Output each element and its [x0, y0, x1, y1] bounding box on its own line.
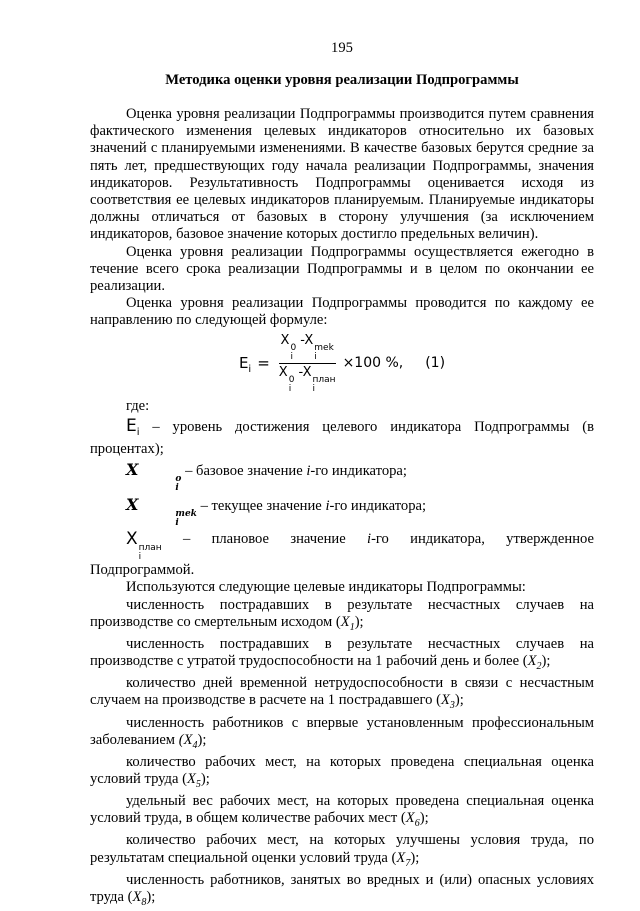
- definition-xt: X mek i – текущее значение i-го индикатора;: [126, 495, 427, 529]
- formula-numerator: X 0 i -X mek i: [280, 333, 334, 363]
- paragraph: Оценка уровня реализации Подпрограммы осуществляется ежегодно в течение всего срока реализации Подпрограммы и в целом по окончании ее реализации.: [90, 243, 594, 295]
- formula-lhs: $E_i$: [238, 354, 252, 376]
- formula-1: [90, 334, 594, 394]
- formula-denominator: X 0 i -X план i: [278, 365, 336, 395]
- where-label: где:: [126, 397, 150, 414]
- indicator-item: численность пострадавших в результате несчастных случаев на производстве с утратой трудоспособности на 1 рабочий день и более $(X_2)$;: [90, 635, 594, 672]
- indicator-item: численность работников, занятых во вредных и (или) опасных условиях труда $(X_8)$;: [90, 871, 594, 908]
- indicator-list: [90, 597, 594, 911]
- indicator-item: количество рабочих мест, на которых проведена специальная оценка условий труда $(X_5)$;: [90, 753, 594, 790]
- definition-xp: X план i – плановое значение i-го индикатора, утвержденное: [126, 529, 594, 563]
- indicator-item: количество рабочих мест, на которых улучшены условия труда, по результатам специальной оценки условий труда $(X_7)$;: [90, 832, 594, 869]
- definition-x0: X o i – базовое значение i-го индикатора;: [126, 460, 407, 494]
- paragraph: Оценка уровня реализации Подпрограммы производится путем сравнения фактического изменения целевых индикаторов относительно их базовых значений с планируемыми изменениями. В качестве базовых берутся средние за пять лет, предшествующих году начала реализации Подпрограммы, значения индикаторов. Результативность Подпрограммы оценивается исходя из соответствия ее целевых индикаторов планируемым. Планируемые индикаторы должны отличаться от базовых в сторону улучшения (за исключением индикаторов, базовое значение которых достигло предельных величин).: [90, 106, 594, 243]
- definition-xp-continued: Подпрограммой.: [90, 562, 195, 579]
- section-title: Методика оценки уровня реализации Подпрограммы: [165, 72, 519, 88]
- indicator-item: количество дней временной нетрудоспособности в связи с несчастным случаем на производстве в расчете на 1 пострадавшего $(X_3)$;: [90, 675, 594, 712]
- formula-eq: =: [257, 354, 270, 373]
- indicator-item: численность работников с впервые установленным профессиональным заболеванием $(X_4)$;: [90, 714, 594, 751]
- formula-number: (1): [425, 355, 446, 372]
- paragraph: Оценка уровня реализации Подпрограммы проводится по каждому ее направлению по следующей формуле:: [90, 295, 594, 329]
- formula-multiplier: ×100 %,: [342, 355, 404, 372]
- definition-e: $E_i$ – уровень достижения целевого индикатора Подпрограммы (в процентах);: [90, 415, 594, 457]
- indicator-item: удельный вес рабочих мест, на которых проведена специальная оценка условий труда, в общем количестве рабочих мест $(X_6)$;: [90, 793, 594, 830]
- page-number: 195: [331, 40, 353, 56]
- indicator-item: численность пострадавших в результате несчастных случаев на производстве со смертельным исходом $(X_1)$;: [90, 596, 594, 633]
- indicators-intro: Используются следующие целевые индикаторы Подпрограммы:: [126, 579, 526, 596]
- formula-fraction: [277, 333, 338, 394]
- document-body: [90, 106, 594, 911]
